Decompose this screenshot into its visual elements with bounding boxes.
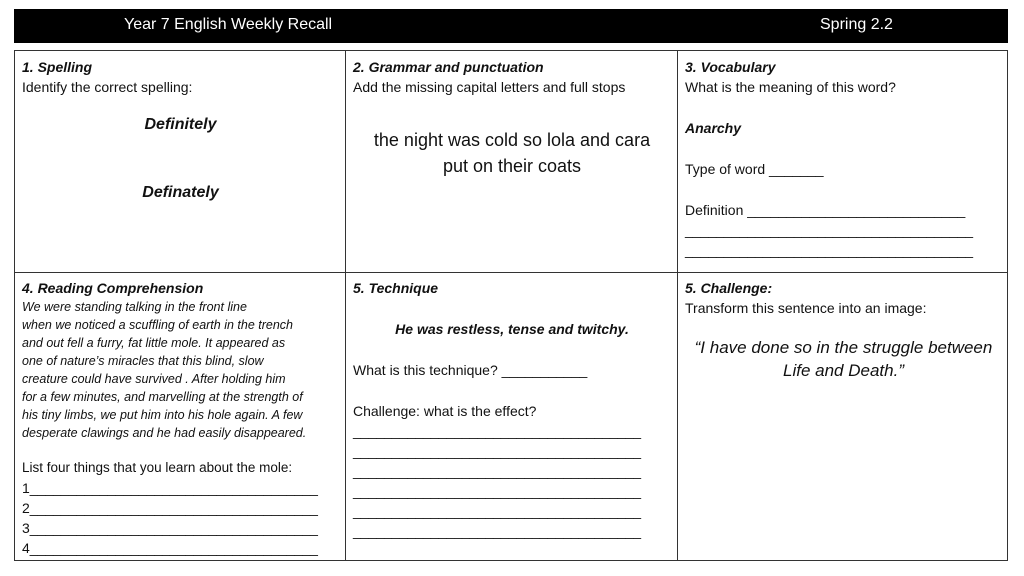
- vocabulary-heading: 3. Vocabulary: [685, 59, 776, 75]
- reading-passage: [22, 298, 339, 442]
- reading-section: [15, 272, 346, 562]
- answer-line[interactable]: _____________________________________: [353, 443, 642, 459]
- spelling-heading: 1. Spelling: [22, 59, 93, 75]
- reading-heading: 4. Reading Comprehension: [22, 280, 204, 296]
- vocabulary-instruction: What is the meaning of this word?: [685, 79, 896, 95]
- answer-line[interactable]: _____________________________________: [685, 222, 974, 238]
- answer-line[interactable]: _____________________________________: [353, 523, 642, 539]
- vocabulary-word: Anarchy: [685, 120, 742, 136]
- spelling-option[interactable]: Definitely: [144, 116, 217, 133]
- spelling-option[interactable]: Definately: [142, 184, 219, 201]
- challenge-quote: “I have done so in the struggle between Life and Death.”: [694, 338, 993, 380]
- passage-line: when we noticed a scuffling of earth in the trench: [22, 318, 293, 332]
- challenge-instruction: Transform this sentence into an image:: [685, 300, 927, 316]
- technique-question[interactable]: What is this technique? ___________: [353, 362, 588, 378]
- header-bar: [14, 9, 1008, 43]
- worksheet-title: Year 7 English Weekly Recall: [124, 16, 333, 33]
- spelling-instruction: Identify the correct spelling:: [22, 79, 193, 95]
- answer-line[interactable]: _____________________________________: [353, 423, 642, 439]
- passage-line: his tiny limbs, we put him into his hole again. A few: [22, 408, 303, 422]
- challenge-section: [678, 272, 1009, 562]
- word-type-field[interactable]: Type of word _______: [685, 161, 824, 177]
- passage-line: desperate clawings and he had easily disappeared.: [22, 426, 307, 440]
- answer-line[interactable]: 4_____________________________________: [22, 540, 318, 556]
- challenge-heading: 5. Challenge:: [685, 280, 773, 296]
- answer-line[interactable]: 3_____________________________________: [22, 520, 318, 536]
- spelling-section: [15, 51, 346, 272]
- technique-sentence: He was restless, tense and twitchy.: [395, 321, 629, 337]
- grammar-section: [346, 51, 678, 272]
- answer-line[interactable]: 1_____________________________________: [22, 480, 318, 496]
- passage-line: one of nature’s miracles that this blind, slow: [22, 354, 264, 368]
- definition-field[interactable]: Definition ____________________________: [685, 202, 966, 218]
- answer-line[interactable]: _____________________________________: [685, 242, 974, 258]
- reading-task: List four things that you learn about the mole:: [22, 460, 293, 475]
- grammar-heading: 2. Grammar and punctuation: [353, 59, 544, 75]
- vocabulary-section: [678, 51, 1009, 272]
- technique-challenge: Challenge: what is the effect?: [353, 403, 537, 419]
- answer-line[interactable]: _____________________________________: [353, 503, 642, 519]
- passage-line: We were standing talking in the front line: [22, 300, 247, 314]
- answer-line[interactable]: _____________________________________: [353, 483, 642, 499]
- answer-line[interactable]: _____________________________________: [353, 463, 642, 479]
- passage-line: and out fell a furry, fat little mole. It appeared as: [22, 336, 286, 350]
- grammar-instruction: Add the missing capital letters and full stops: [353, 79, 626, 95]
- passage-line: creature could have survived . After holding him: [22, 372, 286, 386]
- passage-line: for a few minutes, and marvelling at the strength of: [22, 390, 303, 404]
- technique-heading: 5. Technique: [353, 280, 439, 296]
- answer-line[interactable]: 2_____________________________________: [22, 500, 318, 516]
- technique-section: [346, 272, 678, 562]
- recall-grid: [14, 50, 1008, 561]
- grammar-sentence[interactable]: the night was cold so lola and cara put on their coats: [373, 130, 651, 176]
- term-label: Spring 2.2: [820, 16, 893, 33]
